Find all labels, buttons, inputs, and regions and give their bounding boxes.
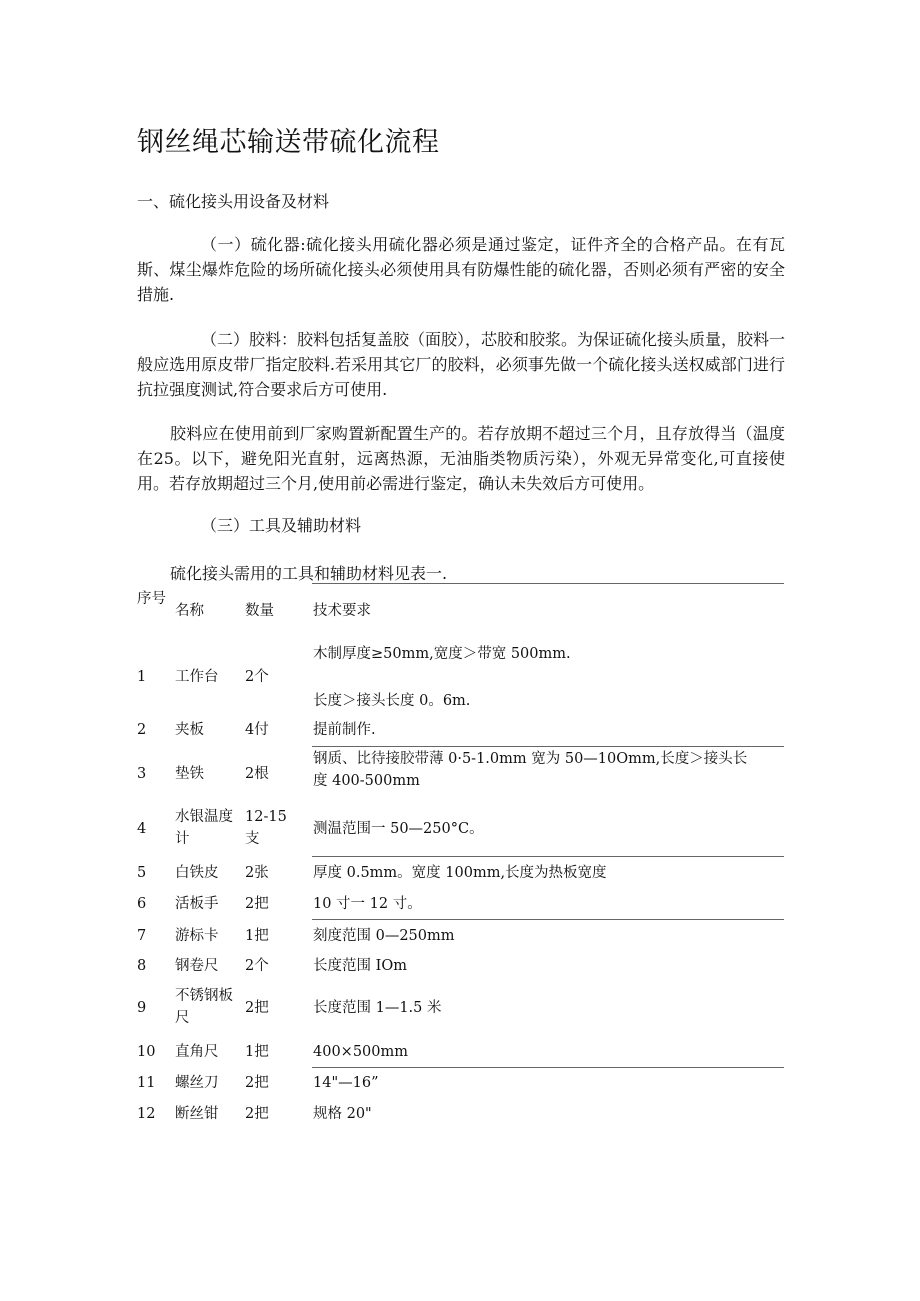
table-cell-no: 1 — [137, 669, 147, 685]
table-cell-requirement: 14"—16” — [313, 1075, 379, 1091]
table-rule — [312, 919, 784, 920]
table-cell-qty: 2个 — [245, 669, 269, 685]
paragraph-rubber: （二）胶料：胶料包括复盖胶（面胶），芯胶和胶浆。为保证硫化接头质量，胶料一般应选用原皮带厂指定胶料.若采用其它厂的胶料，必须事先做一个硫化接头送权威部门进行抗拉强度测试,符合要求后方可使用. — [137, 330, 786, 399]
table-header-name: 名称 — [175, 603, 204, 619]
table-rule — [312, 856, 784, 857]
table-cell-qty: 2把 — [245, 1106, 269, 1122]
table-cell-qty: 12-15支 — [245, 809, 287, 847]
table-cell-name: 垫铁 — [175, 766, 204, 782]
table-cell-qty: 2根 — [245, 766, 269, 782]
table-cell-name: 螺丝刀 — [175, 1075, 219, 1091]
table-cell-qty: 4付 — [245, 722, 269, 738]
table-cell-requirement: 木制厚度≥50mm,宽度＞带宽 500mm. — [313, 646, 571, 662]
table-cell-requirement: 提前制作. — [313, 722, 376, 738]
table-cell-requirement: 长度范围 1—1.5 米 — [313, 1000, 442, 1016]
table-intro: 硫化接头需用的工具和辅助材料见表一. — [170, 564, 448, 583]
table-cell-name: 夹板 — [175, 722, 204, 738]
table-cell-qty: 1把 — [245, 1044, 269, 1060]
table-cell-requirement: 厚度 0.5mm。宽度 100mm,长度为热板宽度 — [313, 865, 607, 881]
section-heading: 一、硫化接头用设备及材料 — [137, 192, 330, 211]
subsection-tools-heading: （三）工具及辅助材料 — [201, 516, 362, 535]
table-cell-requirement: 长度＞接头长度 0。6m. — [313, 693, 471, 709]
paragraph-vulcanizer: （一）硫化器:硫化接头用硫化器必须是通过鉴定，证件齐全的合格产品。在有瓦斯、煤尘爆炸危险的场所硫化接头必须使用具有防爆性能的硫化器，否则必须有严密的安全措施. — [137, 235, 785, 304]
table-cell-name: 不锈钢板尺 — [175, 988, 233, 1026]
table-rule — [312, 1067, 784, 1068]
table-cell-requirement: 规格 20" — [313, 1106, 372, 1122]
table-cell-requirement: 10 寸一 12 寸。 — [313, 896, 422, 912]
table-cell-requirement: 刻度范围 0—250mm — [313, 928, 455, 944]
table-cell-name: 直角尺 — [175, 1044, 219, 1060]
table-header-qty: 数量 — [245, 603, 274, 619]
table-cell-no: 11 — [137, 1075, 156, 1091]
table-cell-name: 断丝钳 — [175, 1106, 219, 1122]
table-cell-requirement: 测温范围一 50—250°C。 — [313, 821, 484, 837]
table-cell-name: 工作台 — [175, 669, 219, 685]
table-cell-no: 8 — [137, 958, 147, 974]
table-cell-name: 游标卡 — [175, 928, 219, 944]
table-cell-name: 活板手 — [175, 896, 219, 912]
table-cell-qty: 2张 — [245, 865, 269, 881]
table-cell-no: 6 — [137, 896, 147, 912]
table-cell-qty: 2个 — [245, 958, 269, 974]
table-cell-qty: 2把 — [245, 1000, 269, 1016]
table-cell-requirement: 长度范围 IOm — [313, 958, 407, 974]
table-cell-no: 12 — [137, 1106, 156, 1122]
table-header-no: 序号 — [137, 591, 166, 607]
table-rule — [312, 746, 784, 747]
table-cell-name: 钢卷尺 — [175, 958, 219, 974]
table-cell-no: 3 — [137, 766, 147, 782]
table-cell-name: 水银温度计 — [175, 809, 233, 847]
table-cell-no: 10 — [137, 1044, 156, 1060]
table-cell-qty: 1把 — [245, 928, 269, 944]
table-cell-requirement: 400×500mm — [313, 1044, 409, 1060]
table-cell-qty: 2把 — [245, 1075, 269, 1091]
document-title: 钢丝绳芯输送带硫化流程 — [137, 127, 440, 158]
table-cell-no: 9 — [137, 1000, 147, 1016]
table-cell-no: 4 — [137, 821, 147, 837]
table-cell-no: 5 — [137, 865, 147, 881]
table-cell-no: 7 — [137, 928, 147, 944]
table-cell-requirement: 钢质、比待接胶带薄 0·5-1.0mm 宽为 50—10Omm,长度＞接头长度 400-500mm — [313, 751, 748, 789]
table-rule — [312, 583, 784, 584]
table-cell-qty: 2把 — [245, 896, 269, 912]
paragraph-storage: 胶料应在使用前到厂家购置新配置生产的。若存放期不超过三个月，且存放得当（温度在25。以下，避免阳光直射，远离热源，无油脂类物质污染），外观无异常变化,可直接使用。若存放期超过三个月,使用前必需进行鉴定，确认未失效后方可使用。 — [137, 424, 785, 493]
table-cell-no: 2 — [137, 722, 147, 738]
table-cell-name: 白铁皮 — [175, 865, 219, 881]
table-header-requirements: 技术要求 — [313, 603, 371, 619]
